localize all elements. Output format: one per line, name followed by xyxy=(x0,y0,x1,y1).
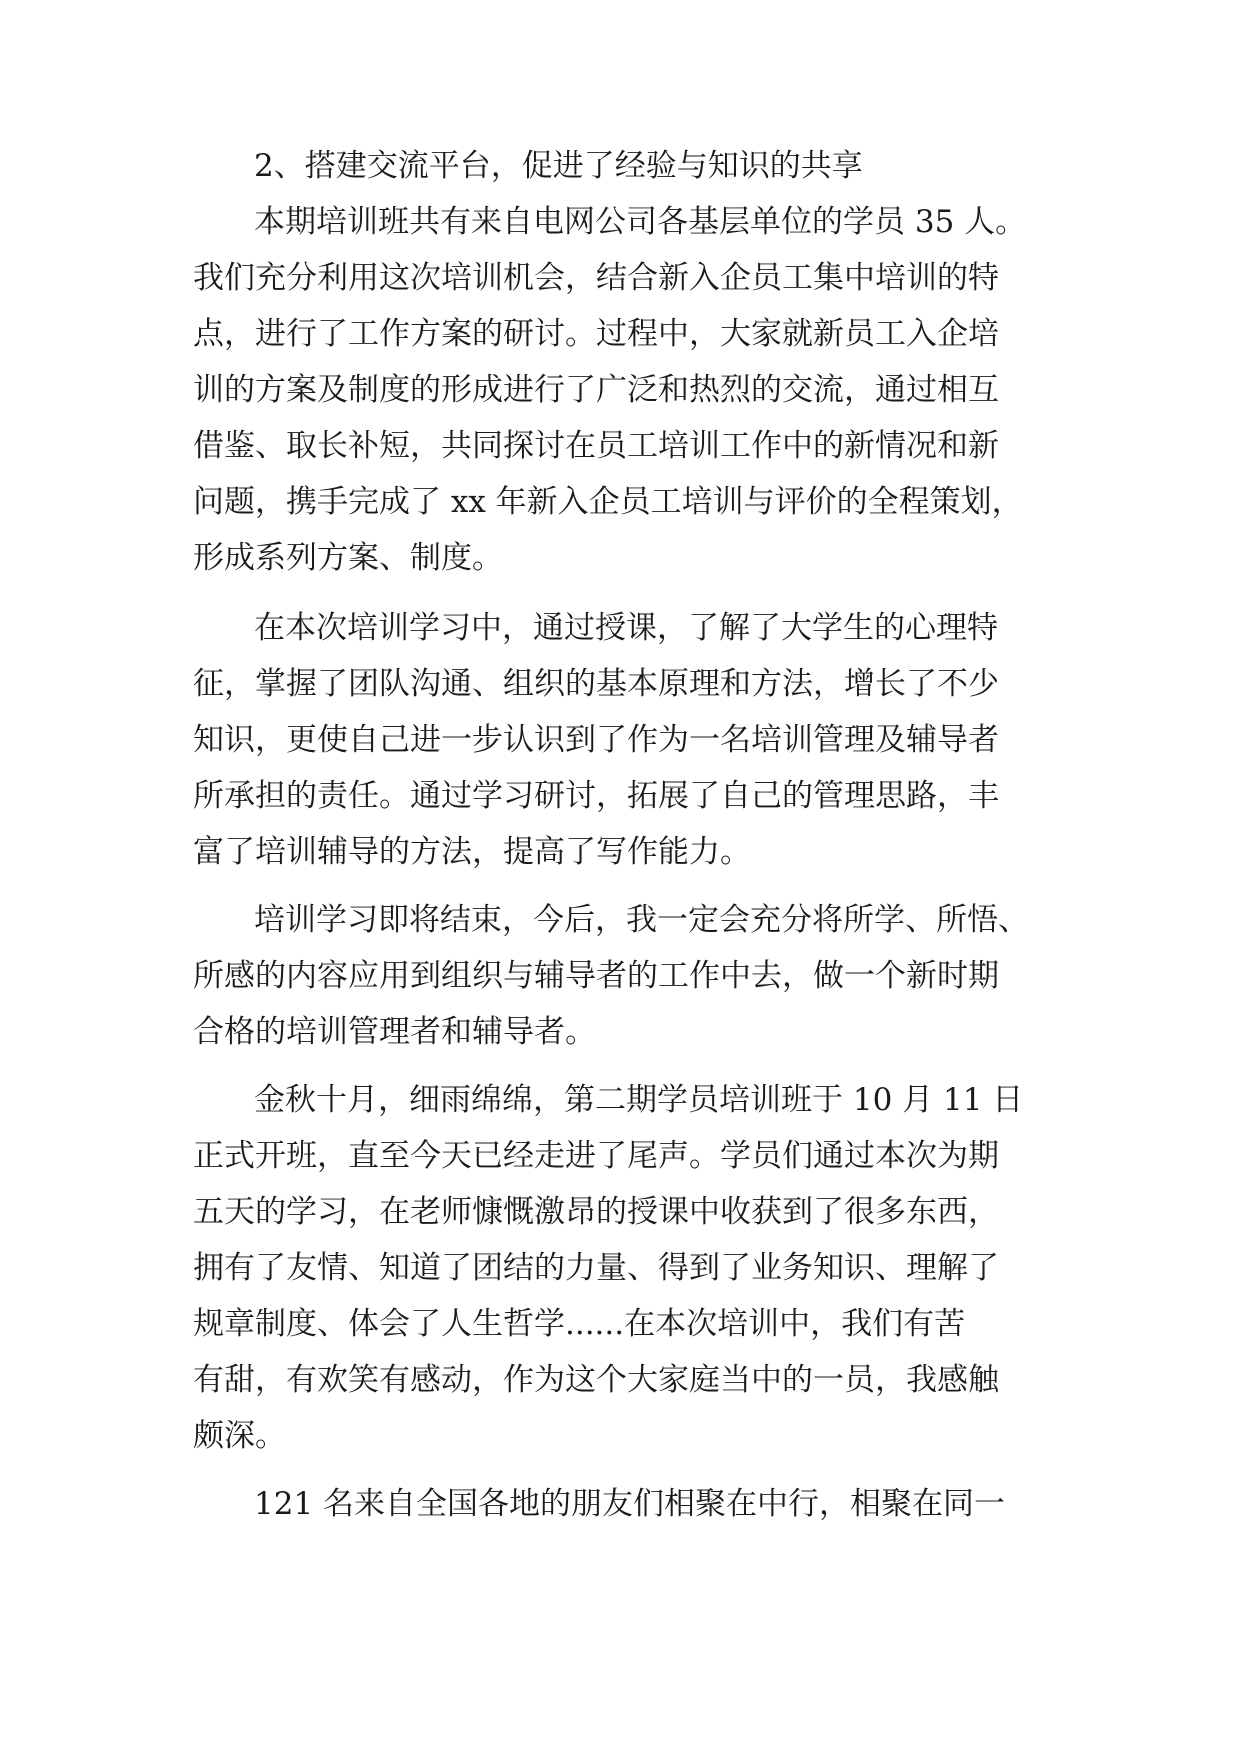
text-line: 在本次培训学习中，通过授课，了解了大学生的心理特 xyxy=(254,610,998,646)
text-line: 本期培训班共有来自电网公司各基层单位的学员 35 人。 xyxy=(254,204,1027,240)
text-line: 正式开班，直至今天已经走进了尾声。学员们通过本次为期 xyxy=(193,1138,999,1174)
text-line: 借鉴、取长补短，共同探讨在员工培训工作中的新情况和新 xyxy=(193,428,999,464)
text-line: 所承担的责任。通过学习研讨，拓展了自己的管理思路，丰 xyxy=(193,778,999,814)
text-line: 规章制度、体会了人生哲学......在本次培训中，我们有苦 xyxy=(193,1306,966,1342)
text-line: 121 名来自全国各地的朋友们相聚在中行，相聚在同一 xyxy=(254,1486,1006,1522)
text-line: 知识，更使自己进一步认识到了作为一名培训管理及辅导者 xyxy=(193,722,999,758)
text-line: 金秋十月，细雨绵绵，第二期学员培训班于 10 月 11 日 xyxy=(254,1082,1024,1118)
text-line: 有甜，有欢笑有感动，作为这个大家庭当中的一员，我感触 xyxy=(193,1362,999,1398)
text-line: 点，进行了工作方案的研讨。过程中，大家就新员工入企培 xyxy=(193,316,999,352)
text-line: 富了培训辅导的方法，提高了写作能力。 xyxy=(193,834,751,870)
text-line: 问题，携手完成了 xx 年新入企员工培训与评价的全程策划， xyxy=(193,484,1023,520)
text-line: 我们充分利用这次培训机会，结合新入企员工集中培训的特 xyxy=(193,260,999,296)
section-heading: 2、搭建交流平台，促进了经验与知识的共享 xyxy=(254,148,863,184)
text-line: 拥有了友情、知道了团结的力量、得到了业务知识、理解了 xyxy=(193,1250,999,1286)
text-line: 训的方案及制度的形成进行了广泛和热烈的交流，通过相互 xyxy=(193,372,999,408)
text-line: 培训学习即将结束，今后，我一定会充分将所学、所悟、 xyxy=(254,902,1029,938)
text-line: 合格的培训管理者和辅导者。 xyxy=(193,1014,596,1050)
text-line: 征，掌握了团队沟通、组织的基本原理和方法，增长了不少 xyxy=(193,666,999,702)
text-line: 形成系列方案、制度。 xyxy=(193,540,503,576)
text-line: 所感的内容应用到组织与辅导者的工作中去，做一个新时期 xyxy=(193,958,999,994)
text-line: 五天的学习，在老师慷慨激昂的授课中收获到了很多东西， xyxy=(193,1194,999,1230)
text-line: 颇深。 xyxy=(193,1418,286,1454)
